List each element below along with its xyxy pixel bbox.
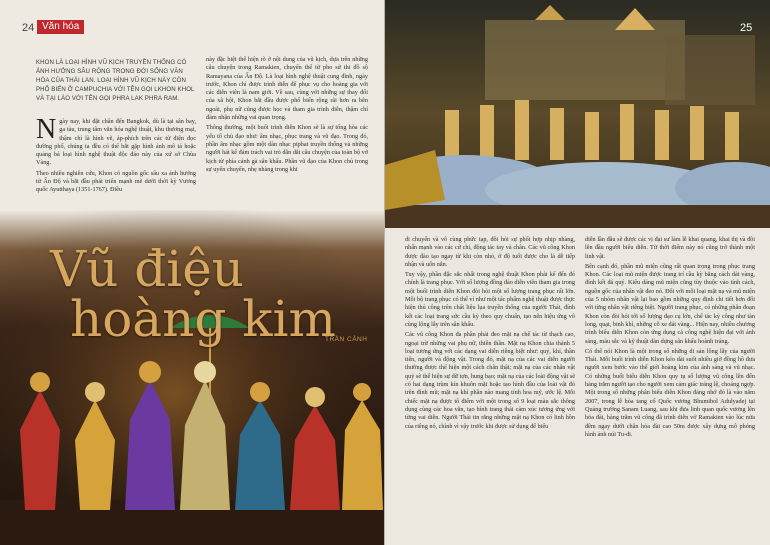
author-byline: TRẦN CẢNH	[325, 336, 368, 343]
col2-paragraph-2: Thông thường, một buổi trình diễn Khon sẽ là sự tổng hòa các yếu tố chủ đạo như: âm nhạc, phục trang và vũ đạo. Trong đó, phần âm nhạc gồm một dàn nhạc piphat truyền thống và những người hát kể đảm trách vai trò dẫn dắt câu chuyện của toàn bộ vở kịch từ phía cánh gà sân khấu. Phần vũ đạo của Khon chủ trong sự uyển chuyển, nhẹ nhàng trong khi	[206, 124, 368, 173]
section-label: Văn hóa	[37, 20, 84, 34]
stage-photo	[385, 0, 770, 228]
col1-paragraph-1: gày nay, khi đặt chân đến Bangkok, dù là tại sân bay, ga tàu, trung tâm văn hóa nghệ thuật, khu thương mại, thậm chí là hình vẽ, áp-phích trên các từ điện đọc đường phố, chúng ta đều có thể bắt gặp hình ảnh mô tả hoặc quảng bá loại hình nghệ thuật độc đáo này của xứ sở Chùa Vàng.	[36, 118, 196, 167]
lead-paragraph: KHON LÀ LOẠI HÌNH VŨ KỊCH TRUYỀN THỐNG CÓ ẢNH HƯỞNG SÂU RỘNG TRONG ĐỜI SỐNG VĂN HÓA CỦA THÁI LAN. LOẠI HÌNH VŨ KỊCH NÀY CÒN PHỔ BIẾN Ở CAMPUCHIA VỚI TÊN GỌI LKHON KHOL VÀ TẠI LÀO VỚI TÊN GỌI PHRA LAK PHRA RAM.	[36, 59, 195, 102]
col4-paragraph-3: Có thể nói Khon là một trong số những di sản lông lẫy của người Thái. Mỗi buổi trình diễn Khon kéo dài suốt nhiều giờ đồng hồ đưa người xem bước vào thế giới hoàng kim của ánh sáng và vũ nhạc. Có những buổi biểu diễn Khon quy tụ số lượng vũ công lên đến hàng trăm người tạo cho người xem cảm giác tráng lệ, choáng ngợp. Một trong số những phân biểu diễn Khon đáng nhớ đó là vào năm 2007, trong lễ hòa tang cố Quốc vương Bhumibol Adulyadej tại Quảng trường Sanam Luang, sau khi đưa linh quan quốc vương lên hỏa đài, hàng trăm vũ công đã trình diễn vở Ramakien vào lúc nửa đêm ngay dưới chân hỏa đài cao 50m được xây dựng mô phỏng hình ảnh núi Tu-di.	[585, 347, 755, 438]
title-line-2: hoàng kim	[70, 290, 336, 348]
stage-illustration	[385, 0, 770, 228]
article-title	[50, 240, 336, 348]
col3-paragraph-1: di chuyển và vô cùng phức tạp, đôi hỏi sự phối hợp nhịp nhàng, nhấn mạnh vào các cử chỉ, động tác tay và chân. Các vũ công Khon được đào tạo ngay từ khi còn nhỏ, ở độ tuổi được cho là dễ tiếp nhận và uốn nắn.	[405, 236, 575, 268]
drop-cap: N	[36, 114, 57, 145]
col3-paragraph-3: Các vũ công Khon đa phần phải đeo mặt nạ chế tác từ thạch cao, ngoại trừ những vai phụ nữ, thiên thần. Mặt nạ Khon chia thành 5 loại tương ứng với các dạng vai diễn riêng biệt như: quỷ, khỉ, thần tiên, người và động vật. Trong đó, mặt nạ của các vai diễn người thường được thể hiện một cách chân thật; mặt nạ của các nhân vật quỷ sẽ thể hiện sự dữ tợn, hung bạo; mặt nạ của các loài động vật sẽ có hai dạng trùm kín khuôn mặt hoặc tạo hình đầu của loài vật đó trên đỉnh mũ; mặt nạ khỉ phần nào mang tính hoa mỹ, ước lệ. Mỗi chiếc mặt nạ được tô điểm với một trong số 9 loại màu sắc thông dụng cùng các hoa văn, tạo hình trang thái cảm xúc tương ứng với từng vai diễn. Người Thái tin rằng những mặt nạ Khon có linh hồn của riêng nó, chính vì vậy trước khi được sử dụng để biểu	[405, 331, 575, 430]
col4-paragraph-1: diễn lần đầu sẽ được các vị đại sư làm lễ khai quang, khai thị và đôi lên đầu người biểu diễn. Từ thời điểm này nó cũng trở thành một linh vật.	[585, 236, 755, 260]
page-number-right: 25	[740, 22, 753, 34]
page-number-left: 24	[22, 22, 35, 34]
col1-paragraph-2: Theo nhiều nghiên cứu, Khon có nguồn gốc sâu xa ảnh hưởng từ Ấn Độ và bắt đầu phát triển mạnh mẽ dưới thời kỳ Vương quốc Ayutthaya (1351-1767). Điều	[36, 169, 196, 194]
col4-paragraph-2: Bên cạnh đó, phần mũ miện cũng rất quan trọng trong phục trang Khon. Các loại mũ miện được trang trí cầu kỳ bằng cách dát vàng, đính kết đá quý. Kiểu dáng mũ miện cũng tùy thuộc vào tính cách, nguồn gốc của nhân vật đeo nó. Đối với mỗi loại mặt nạ và mũ miện của 5 nhóm nhân vật lại bao gồm những quy định chi tiết hơn đối với từng nhân vật riêng biệt. Người trang phục, có những phân đoạn Khon còn đòi hỏi tới số lượng đạo cụ lớn, chế tác kỳ công như tàn long, quạt, binh khí, những cỗ xe dát vàng... Hiện nay, nhiều chương trình biểu diễn Khon còn ứng dụng cả công nghệ hiện đại với ánh sáng, màu sắc và kỹ thuật dàn dựng sân khấu hoành tráng.	[585, 262, 755, 345]
title-line-1: Vũ điệu	[50, 240, 244, 298]
article-column-2	[206, 56, 368, 176]
col2-paragraph-1: này đặc biệt thể hiện rõ ở nội dung của vũ kịch, dựa trên những câu chuyện trong Ramakien, chuyển thể từ pho sử thi đồ sộ Ramayana của Ấn Độ. Là loại hình nghệ thuật cung đình, ngày trước, Khon chỉ được trình diễn để phục vụ cho hoàng gia với các diễn viên là nam giới. Về sau, cùng với những sự thay đổi của xã hội, Khon bắt đầu được phổ biến rộng rãi hơn ra bên ngoài, phụ nữ cũng được học và tham gia trình diễn, thậm chí đảm nhận những vai quan trọng.	[206, 56, 368, 122]
article-column-3	[405, 236, 575, 433]
right-page	[385, 0, 770, 545]
article-column-1	[36, 114, 196, 197]
col3-paragraph-2: Tuy vậy, phần đặc sắc nhất trong nghệ thuật Khon phải kể đến đó chính là trang phục. Với số lượng đồng đảo diễn viên tham gia trong một buổi trình diễn Khon đòi hỏi một số lượng trang phục rất lớn. Mỗi bộ trang phục có thể ví như một tác phẩm nghệ thuật được thực hiện thủ công trên chất liệu lụa truyền thống của người Thái, đính kết các loại trang sức cầu kỳ theo quy chuẩn, tạo nên hiệu ứng vô cùng lộng lẫy trên sân khấu.	[405, 271, 575, 328]
article-column-4	[585, 236, 755, 441]
